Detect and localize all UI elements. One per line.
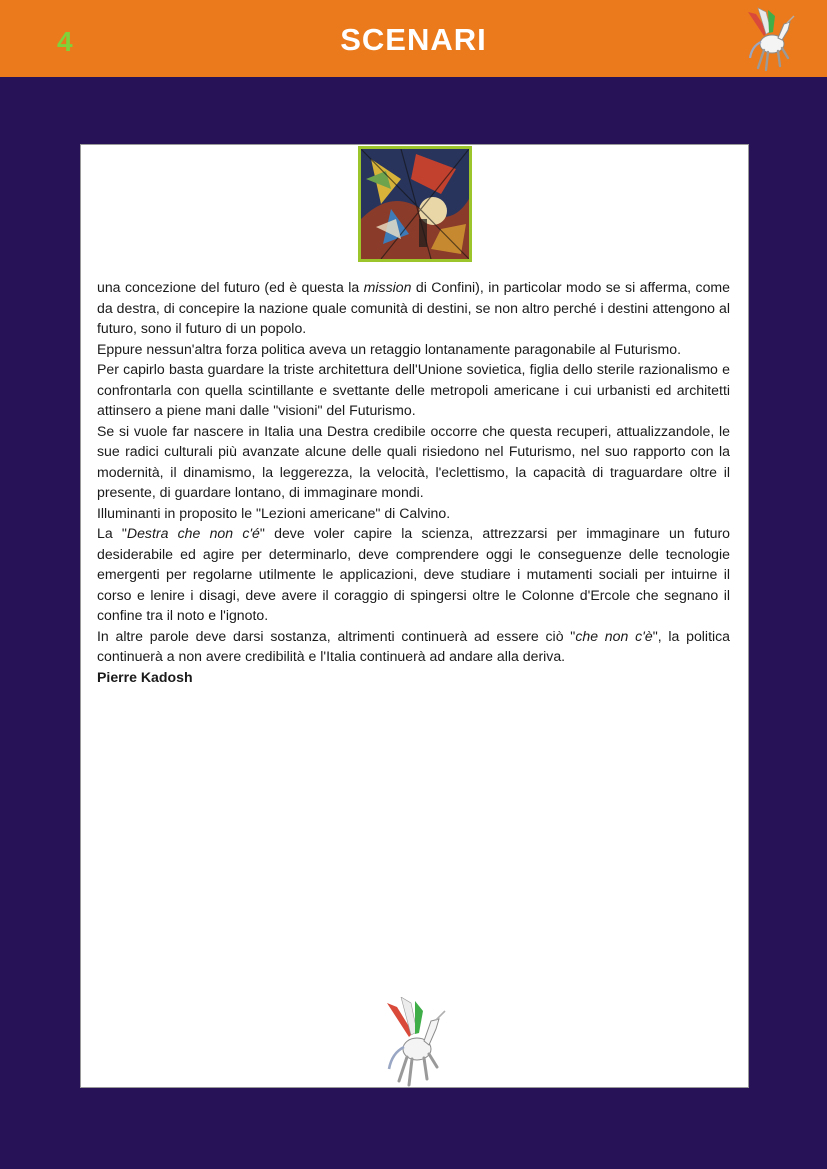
section-title: SCENARI: [340, 22, 487, 57]
page-number: 4: [57, 26, 73, 57]
paragraph: In altre parole deve darsi sostanza, altrimenti continuerà ad essere ciò "che non c'è", la politica continuerà a non avere credibilità e l'Italia continuerà ad andare alla deriva.: [97, 627, 730, 664]
paragraph: una concezione del futuro (ed è questa la mission di Confini), in particolar modo se si afferma, come da destra, di concepire la nazione quale comunità di destini, se non altro perché i destini attengono al futuro, sono il futuro di un popolo.: [97, 279, 730, 336]
article-panel: [80, 144, 749, 1088]
abstract-painting-icon: [358, 146, 472, 262]
header-bar: [0, 0, 827, 77]
pegasus-icon: [379, 997, 451, 1089]
paragraph: La "Destra che non c'é" deve voler capire la scienza, attrezzarsi per immaginare un futuro desiderabile ed agire per determinarlo, deve comprendere oggi le conseguenze delle tecnologie emergenti per regolarne utilmente le applicazioni, deve studiare i mutamenti sociali per intuirne il corso e lenire i disagi, deve avere il coraggio di spingersi oltre le Colonne d'Ercole che segnano il confine tra il noto e l'ignoto.: [97, 525, 730, 623]
pegasus-icon: [738, 6, 802, 74]
paragraph: Per capirlo basta guardare la triste architettura dell'Unione sovietica, figlia dello sterile razionalismo e confrontarla con quella scintillante e svettante delle metropoli americane i cui urbanisti ed architetti attinsero a piene mani dalle "visioni" del Futurismo.: [97, 361, 730, 418]
article-body: [97, 277, 730, 687]
paragraph: Eppure nessun'altra forza politica aveva un retaggio lontanamente paragonabile al Futurismo.: [97, 340, 682, 357]
paragraph: Se si vuole far nascere in Italia una Destra credibile occorre che questa recuperi, attualizzandole, le sue radici culturali più avanzate alcune delle quali risiedono nel Futurismo, nel suo rapporto con la modernità, il dinamismo, la leggerezza, la velocità, l'eclettismo, la capacità di traguardare oltre il presente, di guardare lontano, di immaginare mondi.: [97, 422, 730, 500]
paragraph: Illuminanti in proposito le "Lezioni americane" di Calvino.: [97, 504, 451, 521]
article-author: Pierre Kadosh: [97, 668, 193, 685]
